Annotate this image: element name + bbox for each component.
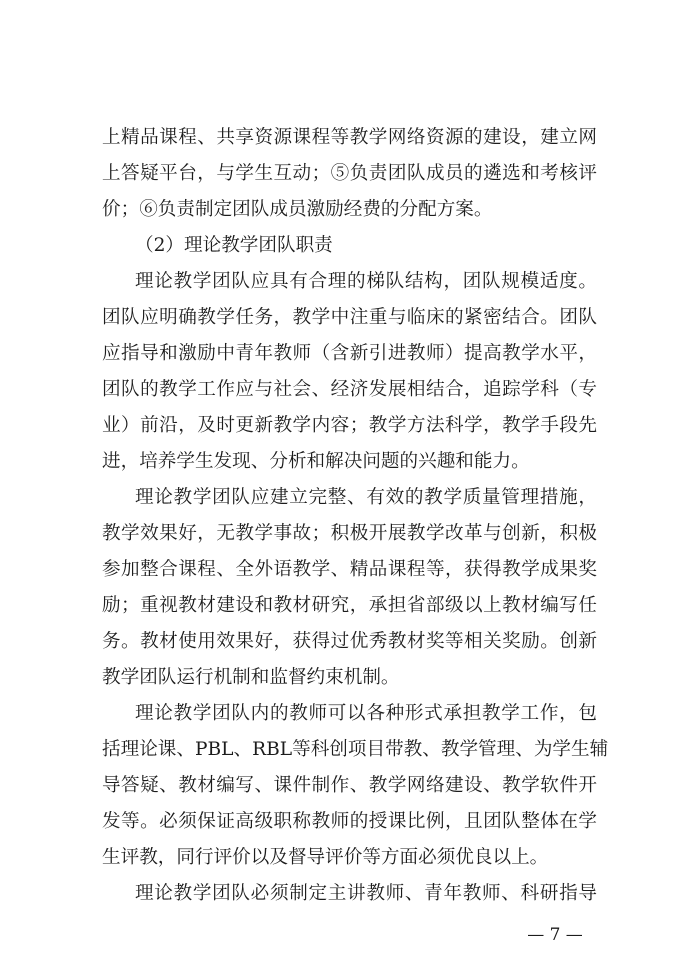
body-text-line: 发等。必须保证高级职称教师的授课比例，且团队整体在学 (102, 811, 597, 832)
body-text-line: 团队应明确教学任务，教学中注重与临床的紧密结合。团队 (102, 307, 597, 328)
paragraph-first-line: 理论教学团队应建立完整、有效的教学质量管理措施， (135, 487, 597, 508)
body-text-line: 教学团队运行机制和监督约束机制。 (102, 667, 400, 688)
body-text-line: 团队的教学工作应与社会、经济发展相结合，追踪学科（专 (102, 379, 597, 400)
body-text-line: 教学效果好，无教学事故；积极开展教学改革与创新，积极 (102, 523, 597, 544)
body-text-line: 价；⑥负责制定团队成员激励经费的分配方案。 (102, 199, 493, 220)
body-text-line: 励；重视教材建设和教材研究，承担省部级以上教材编写任 (102, 595, 597, 616)
section-heading: （2）理论教学团队职责 (135, 235, 333, 256)
body-text-line: 业）前沿，及时更新教学内容；教学方法科学，教学手段先 (102, 415, 597, 436)
body-text-line: 上精品课程、共享资源课程等教学网络资源的建设，建立网 (102, 127, 597, 148)
body-text-line: 导答疑、教材编写、课件制作、教学网络建设、教学软件开 (102, 775, 597, 796)
body-text-line: 参加整合课程、全外语教学、精品课程等，获得教学成果奖 (102, 559, 597, 580)
body-text-line: 进，培养学生发现、分析和解决问题的兴趣和能力。 (102, 451, 530, 472)
body-text-line: 务。教材使用效果好，获得过优秀教材奖等相关奖励。创新 (102, 631, 597, 652)
page-number: — 7 — (527, 925, 583, 945)
body-text-line: 应指导和激励中青年教师（含新引进教师）提高教学水平， (102, 343, 597, 364)
paragraph-first-line: 理论教学团队内的教师可以各种形式承担教学工作，包 (135, 703, 597, 724)
body-text-line: 生评教，同行评价以及督导评价等方面必须优良以上。 (102, 847, 549, 868)
body-text-line: 括理论课、PBL、RBL等科创项目带教、教学管理、为学生辅 (102, 739, 609, 760)
paragraph-first-line: 理论教学团队应具有合理的梯队结构，团队规模适度。 (135, 271, 597, 292)
paragraph-first-line: 理论教学团队必须制定主讲教师、青年教师、科研指导 (135, 883, 597, 904)
body-text-line: 上答疑平台，与学生互动；⑤负责团队成员的遴选和考核评 (102, 163, 597, 184)
